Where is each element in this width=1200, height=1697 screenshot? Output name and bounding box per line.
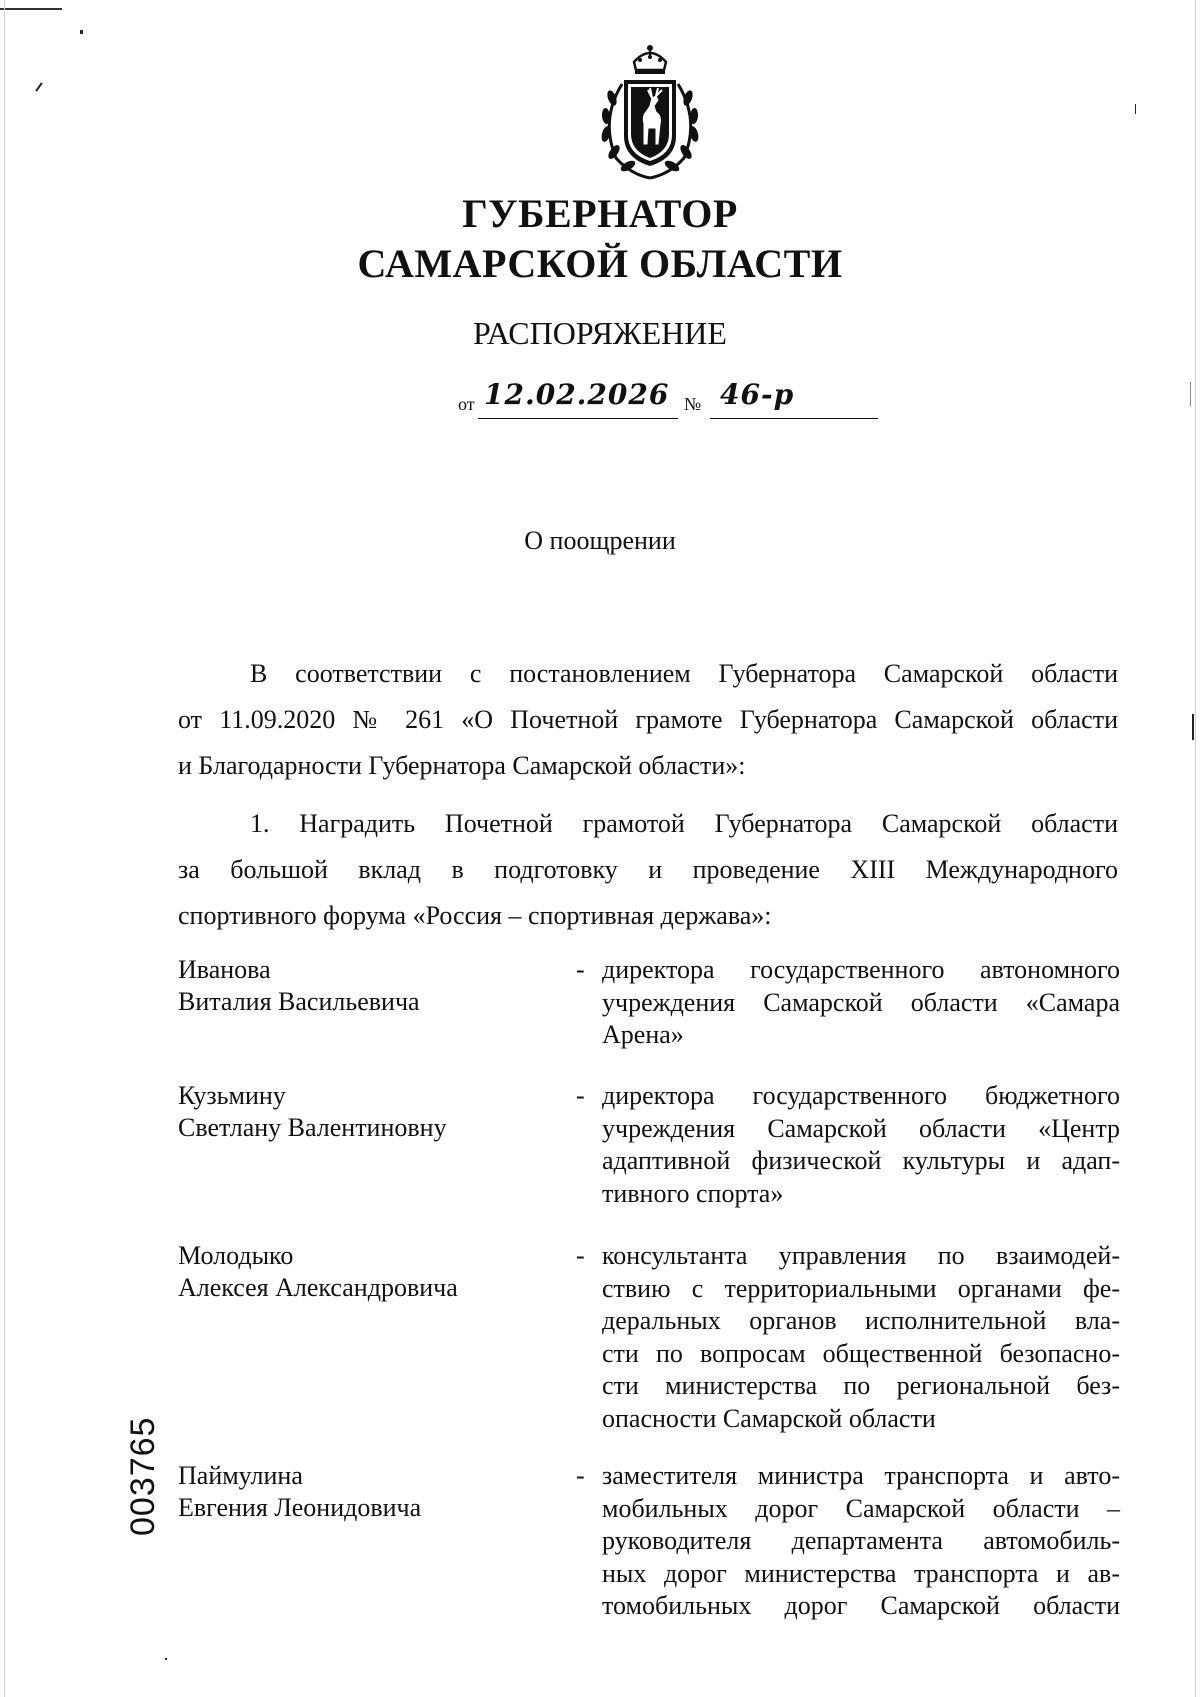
text-line: и Благодарности Губернатора Самарской области»:	[178, 751, 746, 780]
awardee-name	[178, 954, 558, 1018]
text-line: 1. Наградить Почетной грамотой Губернатора Самарской области	[250, 809, 1118, 838]
document-subject: О поощрении	[524, 526, 676, 555]
awardee-dash: -	[576, 1081, 585, 1110]
text-line: томобильных дорог Самарской области	[602, 1591, 1120, 1620]
scan-artifact-line	[0, 8, 62, 10]
text-line: мобильных дорог Самарской области –	[602, 1493, 1120, 1523]
text-line: учреждения Самарской области «Центр	[602, 1113, 1120, 1143]
awardee-entry	[178, 1240, 1120, 1433]
date-number-line	[458, 378, 878, 422]
text-line: от 11.09.2020 № 261 «О Почетной грамоте Губернатора Самарской области	[178, 705, 1118, 734]
awardee-name	[178, 1460, 558, 1524]
scan-speck	[1192, 714, 1194, 740]
awardee-name	[178, 1240, 558, 1304]
awardee-given-name: Светлану Валентиновну	[178, 1113, 447, 1142]
text-line: тивного спорта»	[602, 1178, 784, 1208]
text-line: консультанта управления по взаимодей-	[602, 1241, 1120, 1270]
text-line: опасности Самарской области	[602, 1403, 936, 1433]
awardee-surname: Кузьмину	[178, 1081, 286, 1110]
text-line: В соответствии с постановлением Губернатора Самарской области	[250, 659, 1118, 688]
awardee-position	[602, 954, 1120, 1052]
awardee-name	[178, 1080, 558, 1144]
text-line: директора государственного автономного	[602, 955, 1120, 984]
text-line: директора государственного бюджетного	[602, 1081, 1120, 1110]
awardee-position	[602, 1460, 1120, 1623]
number-prefix: №	[684, 394, 702, 414]
awardee-given-name: Евгения Леонидовича	[178, 1493, 422, 1522]
awardee-surname: Паймулина	[178, 1461, 303, 1490]
handwritten-number: 46-р	[720, 378, 795, 411]
coat-of-arms-icon	[586, 40, 714, 182]
awardee-entry	[178, 954, 1120, 1049]
org-title-line2: САМАРСКОЙ ОБЛАСТИ	[357, 241, 843, 286]
registration-number: 003765	[124, 1416, 162, 1536]
number-underline	[710, 418, 878, 419]
date-prefix: от	[458, 394, 475, 414]
scan-speck	[1135, 104, 1136, 114]
text-line: за большой вклад в подготовку и проведение XIII Международного	[178, 855, 1118, 884]
awardee-position	[602, 1080, 1120, 1210]
text-line: адаптивной физической культуры и адап-	[602, 1146, 1120, 1175]
awardee-given-name: Алексея Александровича	[178, 1273, 458, 1302]
text-line: Арена»	[602, 1020, 684, 1049]
text-line: заместителя министра транспорта и авто-	[602, 1461, 1120, 1490]
awardee-surname: Иванова	[178, 955, 271, 984]
awardee-entry	[178, 1080, 1120, 1208]
awardee-dash: -	[576, 1241, 585, 1270]
text-line: ствию с территориальными органами фе-	[602, 1273, 1120, 1303]
awardee-surname: Молодыко	[178, 1241, 294, 1270]
org-title-line1: ГУБЕРНАТОР	[462, 191, 738, 236]
text-line: сти министерства по региональной без-	[602, 1371, 1120, 1400]
text-line: руководителя департамента автомобиль-	[602, 1526, 1120, 1555]
handwritten-date: 12.02.2026	[484, 378, 670, 411]
awardee-given-name: Виталия Васильевича	[178, 987, 420, 1016]
awardee-dash: -	[576, 955, 585, 984]
text-line: ных дорог министерства транспорта и ав-	[602, 1558, 1120, 1588]
scan-speck	[35, 82, 42, 91]
scan-speck	[1190, 382, 1191, 406]
preamble-paragraph	[178, 651, 1118, 789]
text-line: спортивного форума «Россия – спортивная держава»:	[178, 901, 772, 930]
text-line: сти по вопросам общественной безопасно-	[602, 1338, 1120, 1368]
item-1-paragraph	[178, 801, 1118, 939]
scan-speck	[165, 1658, 167, 1660]
awardee-position	[602, 1240, 1120, 1435]
scan-speck	[80, 30, 83, 34]
awardee-dash: -	[576, 1461, 585, 1490]
document-type: РАСПОРЯЖЕНИЕ	[473, 315, 727, 351]
awardee-entry	[178, 1460, 1120, 1620]
text-line: учреждения Самарской области «Самара	[602, 987, 1120, 1017]
text-line: деральных органов исполнительной вла-	[602, 1306, 1120, 1335]
date-underline	[478, 418, 678, 419]
